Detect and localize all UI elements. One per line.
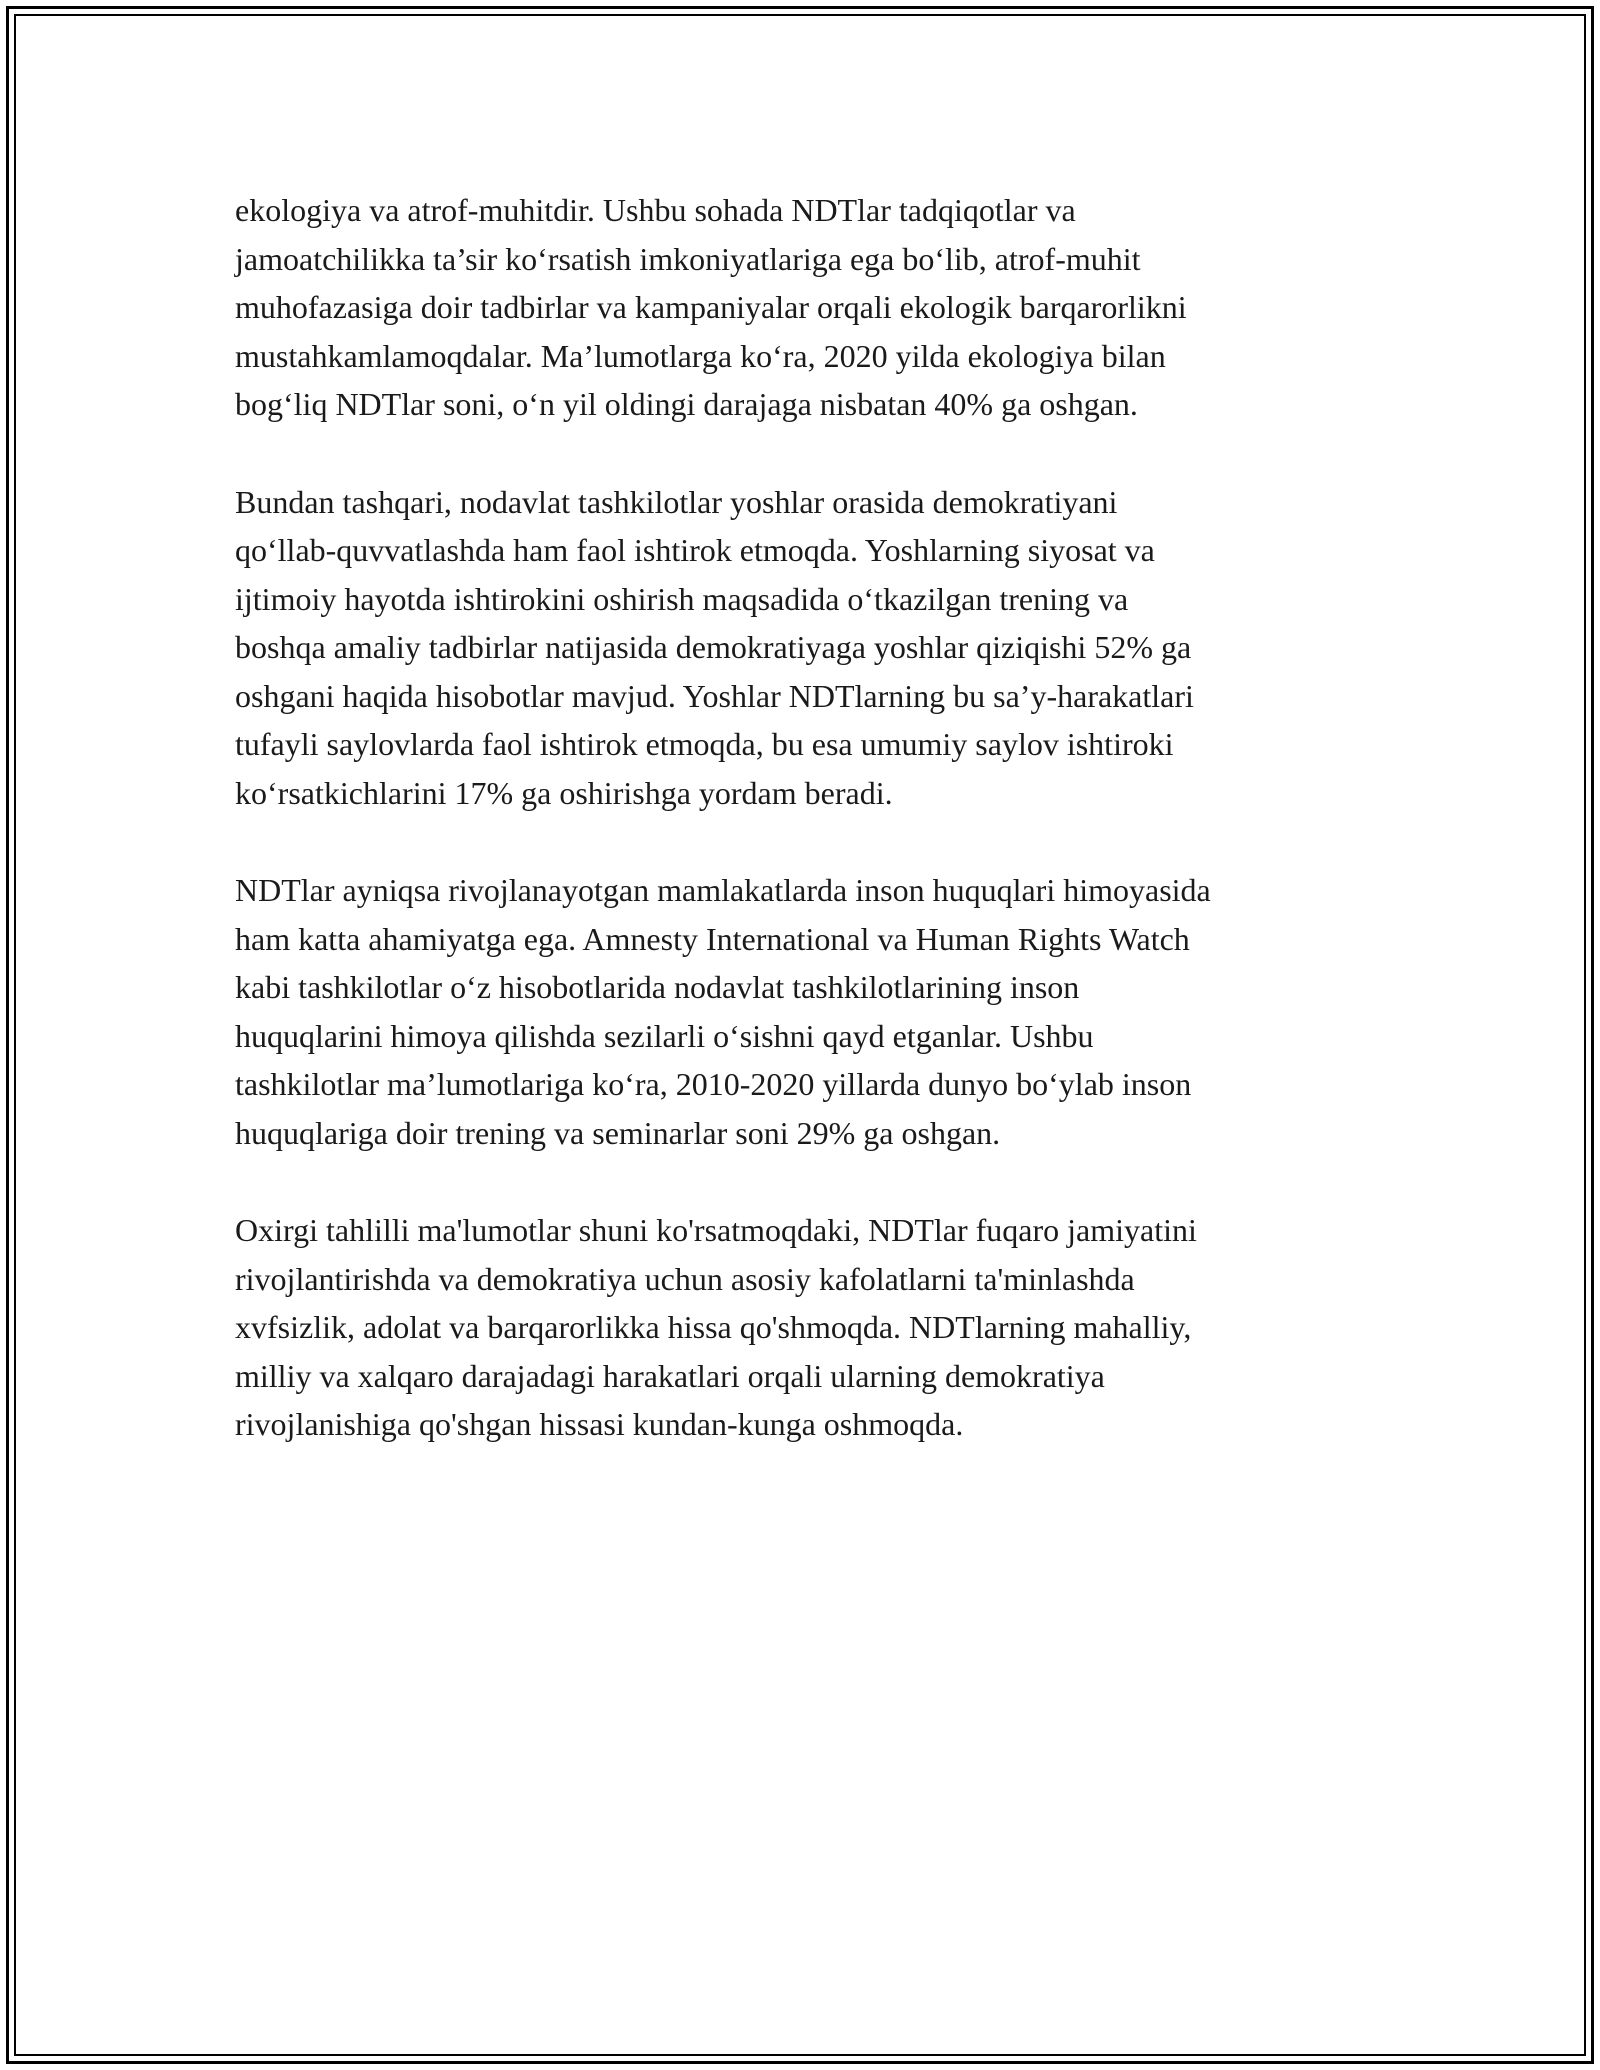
paragraph-youth-democracy: Bundan tashqari, nodavlat tashkilotlar yoshlar orasida demokratiyani qo‘llab-quvvatlashda ham faol ishtirok etmoqda. Yoshlarning siyosat va ijtimoiy hayotda ishtirokini oshirish maqsadida o‘tkazilgan trening va boshqa amaliy tadbirlar natijasida demokratiyaga yoshlar qiziqishi 52% ga oshgani haqida hisobotlar mavjud. Yoshlar NDTlarning bu sa’y-harakatlari tufayli saylovlarda faol ishtirok etmoqda, bu esa umumiy saylov ishtiroki ko‘rsatkichlarini 17% ga oshirishga yordam beradi. — [235, 483, 1194, 811]
paragraph-conclusion: Oxirgi tahlilli ma'lumotlar shuni ko'rsatmoqdaki, NDTlar fuqaro jamiyatini rivojlantirishda va demokratiya uchun asosiy kafolatlarni ta'minlashda xvfsizlik, adolat va barqarorlikka hissa qo'shmoqda. NDTlarning mahalliy, milliy va xalqaro darajadagi harakatlari orqali ularning demokratiya rivojlanishiga qo'shgan hissasi kundan-kunga oshmoqda. — [235, 1212, 1197, 1442]
document-body — [235, 186, 1375, 1498]
paragraph-human-rights: NDTlar ayniqsa rivojlanayotgan mamlakatlarda inson huquqlari himoyasida ham katta ahamiyatga ega. Amnesty International va Human Rights Watch kabi tashkilotlar o‘z hisobotlarida nodavlat tashkilotlarining inson huquqlarini himoya qilishda sezilarli o‘sishni qayd etganlar. Ushbu tashkilotlar ma’lumotlariga ko‘ra, 2010-2020 yillarda dunyo bo‘ylab inson huquqlariga doir trening va seminarlar soni 29% ga oshgan. — [235, 872, 1211, 1151]
paragraph-ecology: ekologiya va atrof-muhitdir. Ushbu sohada NDTlar tadqiqotlar va jamoatchilikka ta’sir ko‘rsatish imkoniyatlariga ega bo‘lib, atrof-muhit muhofazasiga doir tadbirlar va kampaniyalar orqali ekologik barqarorlikni mustahkamlamoqdalar. Ma’lumotlarga ko‘ra, 2020 yilda ekologiya bilan bog‘liq NDTlar soni, o‘n yil oldingi darajaga nisbatan 40% ga oshgan. — [235, 192, 1187, 422]
